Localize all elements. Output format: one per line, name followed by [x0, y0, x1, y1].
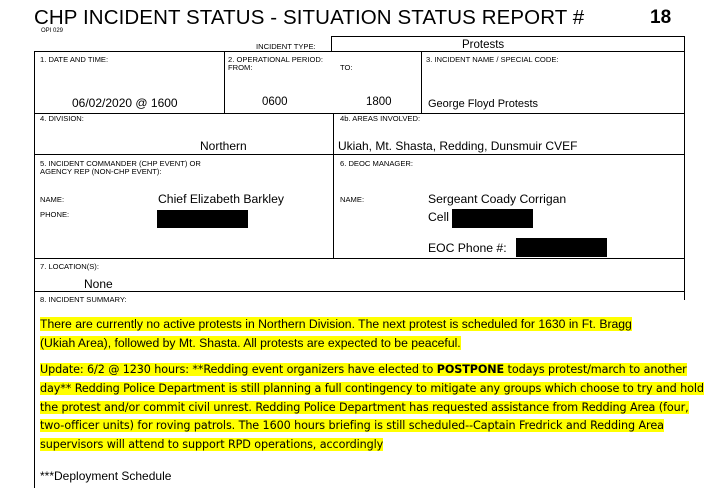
- from-value: 0600: [262, 96, 288, 108]
- summary-p2-line3: the protest and/or commit civil unrest. Redding Police Department has requested assistance from Redding Area (four,: [40, 400, 689, 414]
- line-col-mid: [333, 113, 334, 258]
- to-value: 1800: [366, 96, 392, 108]
- summary-label: 8. INCIDENT SUMMARY:: [40, 295, 127, 304]
- report-title: CHP INCIDENT STATUS - SITUATION STATUS REPORT #: [34, 6, 585, 29]
- redacted-cell: [452, 209, 533, 228]
- incident-name-value: George Floyd Protests: [428, 98, 539, 110]
- period-label: 2. OPERATIONAL PERIOD:: [228, 55, 323, 64]
- line-top: [34, 51, 685, 52]
- line-row4-bottom: [34, 291, 685, 292]
- redacted-eoc-phone: [516, 238, 607, 257]
- deployment-schedule: ***Deployment Schedule: [40, 469, 172, 483]
- summary-p2-line1-b: todays protest/march to another: [504, 363, 687, 376]
- report-number: 18: [650, 7, 672, 28]
- name-label: NAME:: [40, 195, 65, 204]
- commander-label-1: 5. INCIDENT COMMANDER (CHP EVENT) OR: [40, 159, 201, 168]
- line-incident-type-top: [331, 36, 685, 37]
- areas-label: 4b. AREAS INVOLVED:: [340, 114, 421, 123]
- date-value: 06/02/2020 @ 1600: [72, 96, 178, 110]
- division-label: 4. DIVISION:: [40, 114, 84, 123]
- line-right-edge: [684, 36, 685, 300]
- incident-name-label: 3. INCIDENT NAME / SPECIAL CODE:: [426, 55, 559, 64]
- phone-label: PHONE:: [40, 210, 70, 219]
- redacted-phone: [157, 210, 248, 228]
- summary-paragraph-1: [40, 315, 690, 354]
- summary-p1-line1: There are currently no active protests in Northern Division. The next protest is scheduled for 1630 in Ft. Bragg: [40, 317, 632, 331]
- summary-p1-line2: (Ukiah Area), followed by Mt. Shasta. All protests are expected to be peaceful.: [40, 336, 461, 351]
- cell-label: Cell: [428, 210, 449, 224]
- line-incident-type-left: [331, 36, 332, 51]
- location-label: 7. LOCATION(S):: [40, 262, 99, 271]
- location-value: None: [84, 277, 113, 291]
- from-label: FROM:: [228, 63, 253, 72]
- deoc-name-value: Sergeant Coady Corrigan: [428, 192, 567, 206]
- commander-name-value: Chief Elizabeth Barkley: [158, 192, 284, 206]
- summary-p2-line4: two-officer units) for roving patrols. The 1600 hours briefing is still scheduled--Captain Fredrick and Redding Area: [40, 419, 664, 433]
- summary-p2-line1-a: Update: 6/2 @ 1230 hours: **Redding event organizers have elected to: [40, 363, 437, 376]
- summary-paragraph-2: [40, 361, 705, 455]
- commander-label-2: AGENCY REP (NON-CHP EVENT):: [40, 167, 162, 176]
- summary-p2-line5: supervisors will attend to support RPD operations, accordingly: [40, 438, 384, 452]
- date-label: 1. DATE AND TIME:: [40, 55, 109, 64]
- line-col1: [224, 51, 225, 113]
- incident-type-value: Protests: [462, 39, 505, 51]
- form-code: OPI 029: [41, 28, 64, 34]
- eoc-phone-label: EOC Phone #:: [428, 241, 507, 255]
- line-col3: [421, 51, 422, 113]
- line-eoc-underline: [421, 258, 685, 259]
- summary-p2-postpone: POSTPONE: [436, 363, 505, 376]
- deoc-label: 6. DEOC MANAGER:: [340, 159, 413, 168]
- deoc-name-label: NAME:: [340, 195, 365, 204]
- division-value: Northern: [200, 139, 247, 153]
- line-left-edge: [34, 51, 35, 488]
- incident-type-label: INCIDENT TYPE:: [256, 42, 316, 51]
- summary-p2-line2: day** Redding Police Department is still planning a full contingency to mitigate any groups which choose to try and hold: [40, 381, 704, 395]
- line-row2-bottom: [34, 154, 685, 155]
- areas-value: Ukiah, Mt. Shasta, Redding, Dunsmuir CVEF: [338, 139, 578, 153]
- to-label: TO:: [340, 63, 353, 72]
